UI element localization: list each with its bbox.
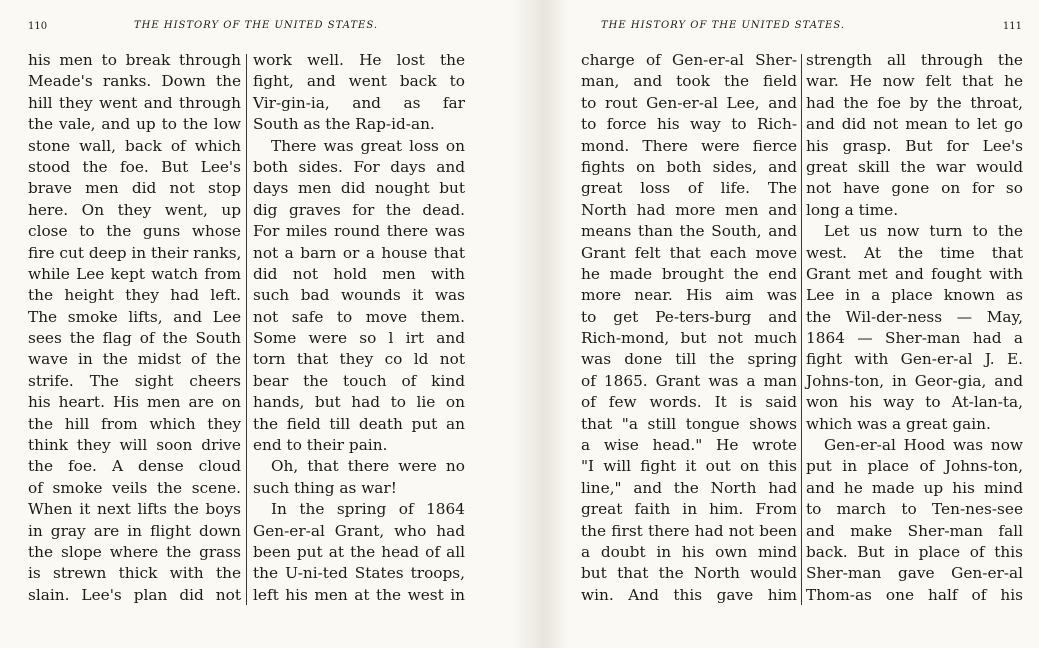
text-line: back. But in place of this — [806, 542, 1023, 561]
text-line: both sides. For days and — [253, 157, 465, 176]
right-running-title: THE HISTORY OF THE UNITED STATES. — [601, 20, 846, 31]
text-line: charge of Gen-er-al Sher- — [581, 51, 797, 69]
text-line: great loss of life. The — [581, 179, 797, 198]
text-line: fire cut deep in their ranks, — [28, 243, 242, 262]
text-line: to march to Ten-nes-see — [806, 500, 1023, 519]
text-line: his heart. His men are on — [28, 393, 241, 412]
text-line: of few words. It is said — [581, 393, 797, 412]
left-running-head — [28, 20, 470, 42]
text-line: Gen-er-al Grant, who had — [253, 521, 465, 540]
text-line: more near. His aim was — [581, 286, 797, 305]
text-line: dig graves for the dead. — [253, 200, 465, 219]
text-line: fight, and went back to — [253, 72, 465, 91]
text-line: hill they went and through — [28, 93, 241, 112]
right-column-rule — [801, 54, 802, 605]
text-line: Let us now turn to the — [824, 222, 1023, 241]
text-line: a wise head." He wrote — [581, 436, 797, 455]
text-line: and he made up his mind — [806, 478, 1023, 497]
text-line: which was a great gain. — [806, 414, 991, 433]
text-line: 1864 — Sher-man had a — [806, 329, 1023, 348]
text-line: won his way to At-lan-ta, — [806, 393, 1023, 412]
text-line: long a time. — [806, 200, 899, 219]
text-line: he made brought the end — [581, 264, 797, 283]
text-line: war. He now felt that he — [806, 72, 1023, 91]
right-running-head — [595, 20, 1022, 42]
text-line: man, and took the field — [581, 72, 797, 91]
left-column-rule — [246, 54, 247, 605]
text-line: slain. Lee's plan did not — [28, 585, 241, 604]
book-gutter — [512, 0, 568, 648]
text-line: in gray are in flight down — [28, 521, 241, 540]
text-line: the foe. A dense cloud — [28, 457, 241, 476]
text-line: to get Pe-ters-burg and — [581, 307, 797, 326]
left-page — [0, 0, 519, 648]
text-line: brave men did not stop — [28, 179, 241, 198]
text-line: Thom-as one half of his — [806, 585, 1023, 604]
text-line: close to the guns whose — [28, 222, 241, 241]
text-line: end to their pain. — [253, 436, 388, 455]
text-line: the vale, and up to the low — [28, 115, 241, 134]
text-line: such bad wounds it was — [253, 286, 465, 305]
text-line: while Lee kept watch from — [28, 264, 241, 283]
text-line: Oh, that there were no — [271, 457, 465, 476]
text-line: stood the foe. But Lee's — [28, 157, 241, 176]
text-line: mond. There were fierce — [581, 136, 797, 155]
text-line: When it next lifts the boys — [28, 500, 241, 519]
text-line: here. On they went, up — [28, 200, 241, 219]
text-line: his men to break through — [28, 51, 241, 69]
text-line: hands, but had to lie on — [253, 393, 465, 412]
text-line: Rich-mond, but not much — [581, 329, 797, 348]
right-page — [519, 0, 1039, 648]
text-line: stone wall, back of which — [28, 136, 241, 155]
text-line: his grasp. But for Lee's — [806, 136, 1023, 155]
text-line: Sher-man gave Gen-er-al — [806, 564, 1023, 583]
text-line: wave in the midst of the — [28, 350, 241, 369]
text-line: North had more men and — [581, 200, 797, 219]
text-line: the first there had not been — [581, 521, 797, 540]
text-line: sees the flag of the South — [28, 329, 241, 348]
text-line: the field till death put an — [253, 414, 465, 433]
text-line: left his men at the west in — [253, 585, 465, 604]
text-line: had the foe by the throat, — [806, 93, 1023, 112]
text-line: Vir-gin-ia, and as far — [253, 93, 465, 112]
text-line: not a barn or a house that — [253, 243, 465, 262]
right-column-1 — [581, 50, 797, 606]
text-line: to force his way to Rich- — [581, 115, 797, 134]
text-line: put in place of Johns-ton, — [806, 457, 1023, 476]
text-line: torn that they co ld not — [253, 350, 465, 369]
text-line: is strewn thick with the — [28, 564, 241, 583]
text-line: not safe to move them. — [253, 307, 465, 326]
text-line: a doubt in his own mind — [581, 542, 797, 561]
text-line: The smoke lifts, and Lee — [28, 307, 241, 326]
text-line: fights on both sides, and — [581, 157, 797, 176]
left-column-1 — [28, 50, 241, 606]
text-line: days men did nought but — [253, 179, 465, 198]
left-page-number: 110 — [28, 21, 48, 32]
text-line: work well. He lost the — [253, 51, 465, 69]
text-line: For miles round there was — [253, 222, 465, 241]
text-line: Lee in a place known as — [806, 286, 1023, 305]
text-line: of 1865. Grant was a man — [581, 371, 797, 390]
text-line: line," and the North had — [581, 478, 797, 497]
text-line: Grant met and fought with — [806, 264, 1023, 283]
text-line: means than the South, and — [581, 222, 797, 241]
text-line: "I will fight it out on this — [581, 457, 797, 476]
text-line: Meade's ranks. Down the — [28, 72, 241, 91]
text-line: the height they had left. — [28, 286, 241, 305]
text-line: Johns-ton, in Geor-gia, and — [806, 371, 1023, 390]
text-line: the U-ni-ted States troops, — [253, 564, 465, 583]
text-line: strife. The sight cheers — [28, 371, 241, 390]
text-line: was done till the spring — [581, 350, 797, 369]
left-running-title: THE HISTORY OF THE UNITED STATES. — [134, 20, 379, 31]
text-line: the slope where the grass — [28, 542, 241, 561]
text-line: fight with Gen-er-al J. E. — [806, 350, 1023, 369]
text-line: Gen-er-al Hood was now — [824, 436, 1023, 455]
left-column-2 — [253, 50, 465, 606]
text-line: that "a still tongue shows — [581, 414, 797, 433]
text-line: great skill the war would — [806, 157, 1023, 176]
right-page-number: 111 — [1002, 21, 1022, 32]
text-line: Grant felt that each move — [581, 243, 797, 262]
text-line: There was great loss on — [271, 136, 465, 155]
text-line: In the spring of 1864 — [271, 500, 465, 519]
text-line: South as the Rap-id-an. — [253, 115, 435, 134]
text-line: of smoke veils the scene. — [28, 478, 241, 497]
text-line: west. At the time that — [806, 243, 1023, 262]
text-line: the hill from which they — [28, 414, 241, 433]
text-line: not have gone on for so — [806, 179, 1023, 198]
text-line: think they will soon drive — [28, 436, 241, 455]
text-line: and make Sher-man fall — [806, 521, 1023, 540]
text-line: great faith in him. From — [581, 500, 797, 519]
text-line: to rout Gen-er-al Lee, and — [581, 93, 797, 112]
text-line: been put at the head of all — [253, 542, 465, 561]
text-line: bear the touch of kind — [253, 371, 465, 390]
text-line: strength all through the — [806, 51, 1023, 69]
right-column-2 — [806, 50, 1023, 606]
text-line: the Wil-der-ness — May, — [806, 307, 1023, 326]
text-line: but that the North would — [581, 564, 797, 583]
text-line: such thing as war! — [253, 478, 397, 497]
text-line: win. And this gave him — [581, 585, 797, 604]
text-line: did not hold men with — [253, 264, 465, 283]
text-line: Some were so l irt and — [253, 329, 465, 348]
text-line: and did not mean to let go — [806, 115, 1023, 134]
